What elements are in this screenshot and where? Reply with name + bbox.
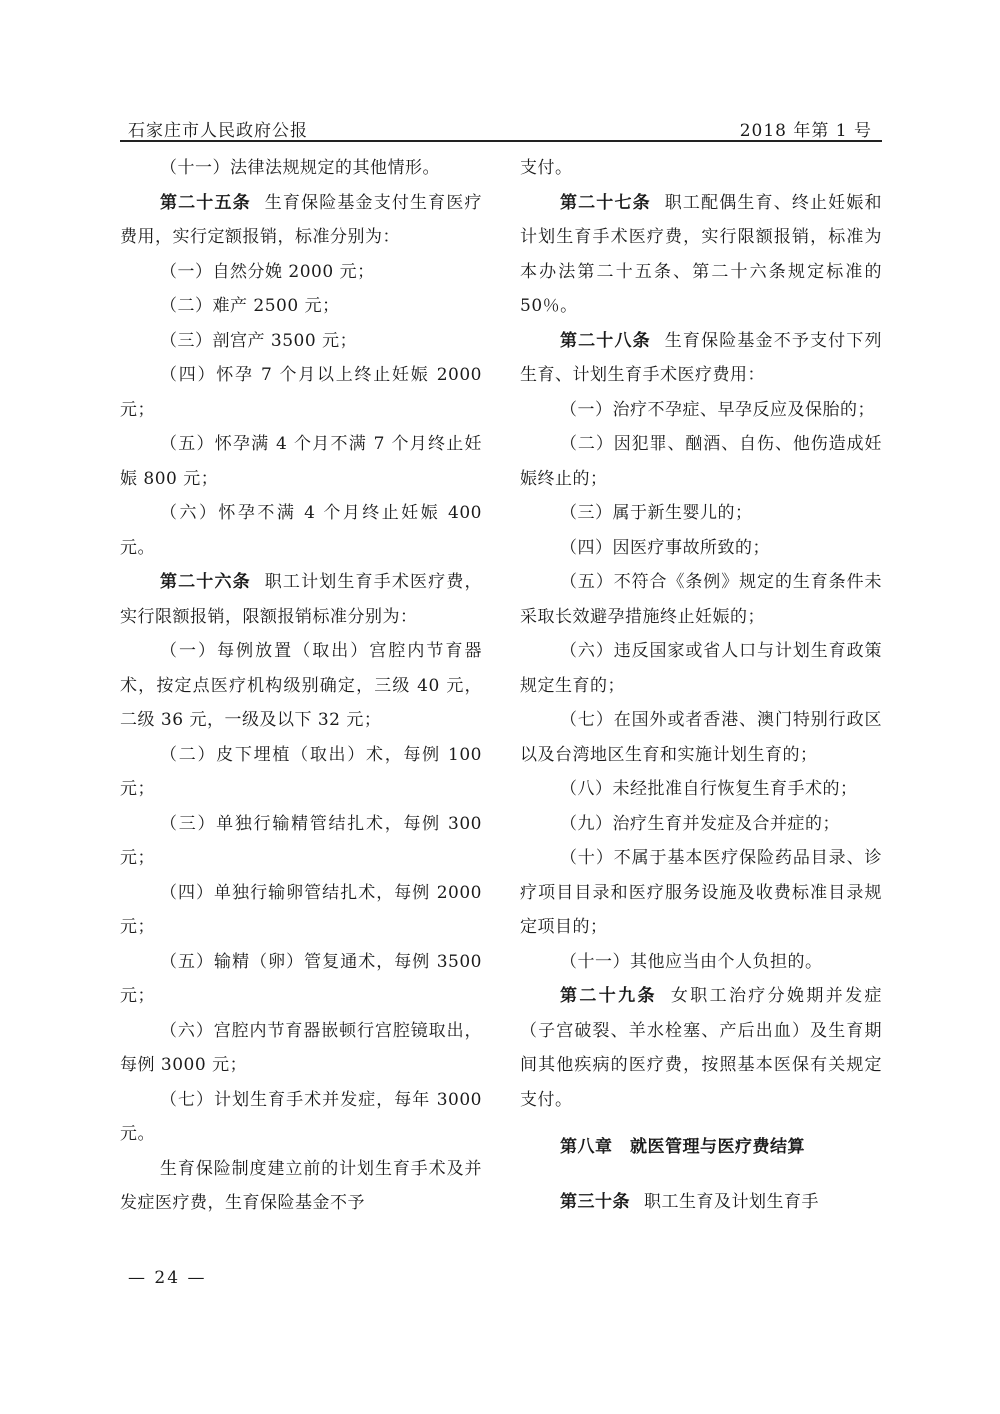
clause-paragraph <box>120 807 482 876</box>
article-heading: 第二十六条 <box>160 572 251 592</box>
article-heading: 第三十条 <box>560 1191 630 1212</box>
clause-paragraph <box>120 738 482 807</box>
page-number: — 24 — <box>128 1268 207 1288</box>
paragraph-text: 职工生育及计划生育手 <box>644 1191 819 1212</box>
paragraph-text: （十一）其他应当由个人负担的。 <box>560 951 823 972</box>
clause-paragraph <box>120 255 482 290</box>
clause-paragraph <box>120 1152 482 1221</box>
paragraph-text: （三）属于新生婴儿的； <box>560 503 753 523</box>
paragraph-text: （二）皮下埋植（取出）术，每例 100 元； <box>120 744 482 799</box>
clause-paragraph <box>520 634 882 703</box>
clause-paragraph <box>520 151 882 186</box>
issue-number: 2018 年第 1 号 <box>739 121 872 141</box>
paragraph-text: （七）计划生育手术并发症，每年 3000 元。 <box>120 1089 482 1144</box>
paragraph-text: （六）怀孕不满 4 个月终止妊娠 400 元。 <box>120 503 482 558</box>
clause-paragraph <box>120 876 482 945</box>
article-paragraph <box>520 324 882 393</box>
publication-title: 石家庄市人民政府公报 <box>128 121 308 141</box>
paragraph-text: 生育保险基金支付生育医疗费用，实行定额报销，标准分别为： <box>120 192 482 247</box>
clause-paragraph <box>120 634 482 738</box>
paragraph-text: （六）宫腔内节育器嵌顿行宫腔镜取出，每例 3000 元； <box>120 1020 482 1075</box>
clause-paragraph <box>120 427 482 496</box>
paragraph-text: （二）难产 2500 元； <box>160 296 340 316</box>
paragraph-text: （七）在国外或者香港、澳门特别行政区以及台湾地区生育和实施计划生育的； <box>520 710 882 765</box>
clause-paragraph <box>120 358 482 427</box>
paragraph-text: 女职工治疗分娩期并发症（子宫破裂、羊水栓塞、产后出血）及生育期间其他疾病的医疗费，按照基本医保有关规定支付。 <box>520 986 883 1110</box>
paragraph-text: （四）怀孕 7 个月以上终止妊娠 2000 元； <box>120 365 482 420</box>
article-heading: 第二十九条 <box>560 986 657 1006</box>
article-heading: 第二十五条 <box>160 192 251 213</box>
clause-paragraph <box>120 1083 482 1152</box>
clause-paragraph <box>520 807 882 842</box>
paragraph-text: （十）不属于基本医疗保险药品目录、诊疗项目目录和医疗服务设施及收费标准目录规定项目的； <box>520 848 882 937</box>
article-paragraph <box>520 979 882 1117</box>
clause-paragraph <box>120 945 482 1014</box>
clause-paragraph <box>520 841 882 945</box>
clause-paragraph <box>520 496 882 531</box>
article-paragraph <box>520 1185 882 1220</box>
paragraph-text: 生育保险基金不予支付下列生育、计划生育手术医疗费用： <box>520 330 882 385</box>
paragraph-text: （三）剖宫产 3500 元； <box>160 330 358 351</box>
clause-paragraph <box>520 531 882 566</box>
paragraph-text: （六）违反国家或省人口与计划生育政策规定生育的； <box>520 641 882 696</box>
clause-paragraph <box>120 1014 482 1083</box>
paragraph-text: （三）单独行输精管结扎术，每例 300 元； <box>120 813 482 868</box>
header-rule <box>120 140 882 142</box>
paragraph-text: （五）怀孕满 4 个月不满 7 个月终止妊娠 800 元； <box>120 434 482 489</box>
paragraph-text: （一）治疗不孕症、早孕反应及保胎的； <box>560 399 875 420</box>
paragraph-text: （五）不符合《条例》规定的生育条件未采取长效避孕措施终止妊娠的； <box>520 572 882 627</box>
paragraph-text: 职工配偶生育、终止妊娠和计划生育手术医疗费，实行限额报销，标准为本办法第二十五条、第二十六条规定标准的 50％。 <box>520 192 882 316</box>
clause-paragraph <box>520 772 882 807</box>
paragraph-text: （一）每例放置（取出）宫腔内节育器术，按定点医疗机构级别确定，三级 40 元，二级 36 元，一级及以下 32 元； <box>120 641 482 730</box>
paragraph-text: 职工计划生育手术医疗费，实行限额报销，限额报销标准分别为： <box>120 572 482 627</box>
paragraph-text: 生育保险制度建立前的计划生育手术及并发症医疗费，生育保险基金不予 <box>120 1158 482 1213</box>
clause-paragraph <box>120 151 482 186</box>
paragraph-text: （四）单独行输卵管结扎术，每例 2000 元； <box>120 882 482 937</box>
article-heading: 第二十八条 <box>560 330 651 351</box>
paragraph-text: （十一）法律法规规定的其他情形。 <box>160 158 440 178</box>
article-paragraph <box>520 186 882 324</box>
clause-paragraph <box>120 324 482 359</box>
clause-paragraph <box>520 945 882 980</box>
right-column <box>520 151 882 1219</box>
clause-paragraph <box>520 427 882 496</box>
article-paragraph <box>120 186 482 255</box>
article-heading: 第二十七条 <box>560 192 651 213</box>
left-column <box>120 151 482 1221</box>
paragraph-text: （五）输精（卵）管复通术，每例 3500 元； <box>120 951 482 1006</box>
clause-paragraph <box>120 289 482 324</box>
clause-paragraph <box>520 703 882 772</box>
paragraph-text: （四）因医疗事故所致的； <box>560 537 770 558</box>
paragraph-text: （二）因犯罪、酗酒、自伤、他伤造成妊娠终止的； <box>520 434 882 489</box>
article-paragraph <box>120 565 482 634</box>
paragraph-text: 支付。 <box>520 158 573 178</box>
clause-paragraph <box>520 565 882 634</box>
clause-paragraph <box>120 496 482 565</box>
page-header <box>120 104 882 140</box>
clause-paragraph <box>520 393 882 428</box>
chapter-heading: 第八章 就医管理与医疗费结算 <box>560 1137 805 1157</box>
paragraph-text: （九）治疗生育并发症及合并症的； <box>560 813 840 834</box>
paragraph-text: （一）自然分娩 2000 元； <box>160 261 375 282</box>
paragraph-text: （八）未经批准自行恢复生育手术的； <box>560 779 858 799</box>
